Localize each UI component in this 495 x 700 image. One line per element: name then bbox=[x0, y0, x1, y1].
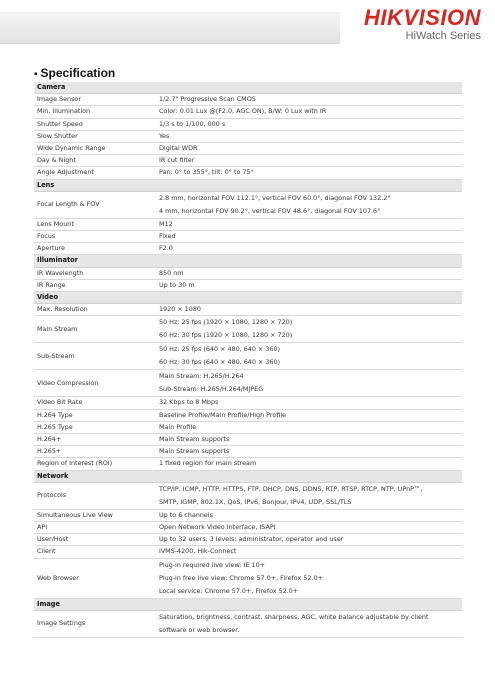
spec-label: Aperture bbox=[34, 243, 156, 255]
spec-value-line: 2.8 mm, horizontal FOV 112.1°, vertical FOV 60.0°, diagonal FOV 132.2° bbox=[159, 193, 391, 202]
spec-value-line: Plug-in required live view: IE 10+ bbox=[159, 560, 265, 569]
spec-value bbox=[156, 446, 462, 458]
spec-value-line: Up to 32 users. 3 levels: administrator, operator and user bbox=[159, 535, 344, 544]
spec-label: Min. Illumination bbox=[34, 106, 156, 118]
spec-value bbox=[156, 534, 462, 546]
spec-value bbox=[156, 106, 462, 118]
spec-value bbox=[156, 316, 462, 343]
spec-value bbox=[156, 458, 462, 470]
spec-value-line: IR cut filter bbox=[159, 156, 195, 165]
spec-value-line: Yes bbox=[159, 131, 170, 140]
spec-value-line: 50 Hz: 25 fps (1920 × 1080, 1280 × 720) bbox=[159, 318, 293, 327]
logo-series: HiWatch Series bbox=[405, 30, 481, 42]
spec-value bbox=[156, 167, 462, 179]
spec-value-line: M12 bbox=[159, 219, 173, 228]
spec-value bbox=[156, 370, 462, 397]
hikvision-logo bbox=[364, 6, 481, 42]
spec-label: Simultaneous Live View bbox=[34, 509, 156, 521]
spec-value bbox=[156, 522, 462, 534]
table-row bbox=[34, 279, 462, 291]
spec-label: Video Bit Rate bbox=[34, 397, 156, 409]
table-row bbox=[34, 546, 462, 558]
spec-value-line: 50 Hz: 25 fps (640 × 480, 640 × 360) bbox=[159, 345, 281, 354]
spec-value-line: Main Stream supports bbox=[159, 435, 230, 444]
spec-label: H.264 Type bbox=[34, 409, 156, 421]
spec-value bbox=[156, 155, 462, 167]
spec-value-line: Sub-Stream: H.265/H.264/MJPEG bbox=[159, 385, 264, 394]
spec-label: Focal Length & FOV bbox=[34, 191, 156, 218]
table-row bbox=[34, 316, 462, 343]
table-row bbox=[34, 231, 462, 243]
spec-value bbox=[156, 546, 462, 558]
spec-label: Main Stream bbox=[34, 316, 156, 343]
spec-value bbox=[156, 482, 462, 509]
page-header bbox=[0, 0, 495, 52]
table-row bbox=[34, 409, 462, 421]
spec-value-line: Pan: 0° to 355°, tilt: 0° to 75° bbox=[159, 168, 254, 177]
spec-value-line: 850 nm bbox=[159, 268, 184, 277]
spec-label: Focus bbox=[34, 231, 156, 243]
table-row bbox=[34, 267, 462, 279]
spec-label: H.265 Type bbox=[34, 421, 156, 433]
spec-value bbox=[156, 130, 462, 142]
table-row bbox=[34, 397, 462, 409]
spec-label: IR Range bbox=[34, 279, 156, 291]
spec-value bbox=[156, 421, 462, 433]
table-row bbox=[34, 304, 462, 316]
group-header-row bbox=[34, 179, 462, 191]
spec-value bbox=[156, 231, 462, 243]
spec-value-line: software or web browser. bbox=[159, 625, 240, 634]
table-row bbox=[34, 370, 462, 397]
spec-label: Image Sensor bbox=[34, 94, 156, 106]
table-row bbox=[34, 143, 462, 155]
section-title-text: Specification bbox=[40, 66, 116, 80]
spec-label: Web Browser bbox=[34, 558, 156, 598]
group-header: Video bbox=[34, 292, 462, 304]
spec-label: Shutter Speed bbox=[34, 118, 156, 130]
spec-label: Sub-Stream bbox=[34, 343, 156, 370]
spec-value-line: 1/2.7" Progressive Scan CMOS bbox=[159, 95, 256, 104]
table-row bbox=[34, 522, 462, 534]
spec-value-line: 1/3 s to 1/100, 000 s bbox=[159, 119, 226, 128]
spec-label: User/Host bbox=[34, 534, 156, 546]
spec-label: Video Compression bbox=[34, 370, 156, 397]
spec-value bbox=[156, 304, 462, 316]
spec-value-line: TCP/IP, ICMP, HTTP, HTTPS, FTP, DHCP, DNS, DDNS, RTP, RTSP, RTCP, NTP, UPnP™, bbox=[159, 484, 423, 493]
table-row bbox=[34, 558, 462, 598]
spec-value-line: iVMS-4200, Hik-Connect bbox=[159, 547, 237, 556]
spec-value bbox=[156, 409, 462, 421]
spec-value-line: Main Stream: H.265/H.264 bbox=[159, 372, 244, 381]
table-row bbox=[34, 421, 462, 433]
spec-value bbox=[156, 610, 462, 637]
spec-value bbox=[156, 94, 462, 106]
table-row bbox=[34, 94, 462, 106]
table-row bbox=[34, 434, 462, 446]
table-row bbox=[34, 118, 462, 130]
group-header-row bbox=[34, 470, 462, 482]
spec-value-line: 60 Hz: 30 fps (640 × 480, 640 × 360) bbox=[159, 358, 281, 367]
group-header-row bbox=[34, 292, 462, 304]
group-header: Network bbox=[34, 470, 462, 482]
spec-label: Day & Night bbox=[34, 155, 156, 167]
group-header: Illuminator bbox=[34, 255, 462, 267]
group-header-row bbox=[34, 82, 462, 94]
spec-label: Wide Dynamic Range bbox=[34, 143, 156, 155]
table-row bbox=[34, 191, 462, 218]
spec-value bbox=[156, 191, 462, 218]
spec-value-line: 32 Kbps to 8 Mbps bbox=[159, 398, 219, 407]
spec-label: Protocols bbox=[34, 482, 156, 509]
spec-value bbox=[156, 509, 462, 521]
spec-label: Image Settings bbox=[34, 610, 156, 637]
group-header: Image bbox=[34, 598, 462, 610]
spec-value-line: 1920 × 1080 bbox=[159, 305, 201, 314]
spec-label: H.264+ bbox=[34, 434, 156, 446]
spec-value bbox=[156, 343, 462, 370]
spec-value-line: Up to 30 m bbox=[159, 280, 195, 289]
spec-value-line: Digital WDR bbox=[159, 144, 198, 153]
spec-label: Lens Mount bbox=[34, 218, 156, 230]
spec-label: Angle Adjustment bbox=[34, 167, 156, 179]
spec-value bbox=[156, 434, 462, 446]
spec-value bbox=[156, 118, 462, 130]
spec-value bbox=[156, 267, 462, 279]
spec-label: Slow Shutter bbox=[34, 130, 156, 142]
spec-label: API bbox=[34, 522, 156, 534]
table-row bbox=[34, 482, 462, 509]
spec-value-line: Up to 6 channels bbox=[159, 510, 213, 519]
spec-value-line: Fixed bbox=[159, 232, 176, 241]
table-row bbox=[34, 610, 462, 637]
spec-value-line: 4 mm, horizontal FOV 90.2°, vertical FOV 48.6°, diagonal FOV 107.6° bbox=[159, 206, 381, 215]
spec-value-line: 1 fixed region for main stream bbox=[159, 459, 257, 468]
spec-value-line: Main Stream supports bbox=[159, 447, 230, 456]
group-header: Camera bbox=[34, 82, 462, 94]
table-row bbox=[34, 167, 462, 179]
spec-value bbox=[156, 558, 462, 598]
spec-value-line: F2.0 bbox=[159, 244, 173, 253]
group-header: Lens bbox=[34, 179, 462, 191]
group-header-row bbox=[34, 598, 462, 610]
spec-value-line: Baseline Profile/Main Profile/High Profile bbox=[159, 410, 287, 419]
spec-value-line: SMTP, IGMP, 802.1X, QoS, IPv6, Bonjour, IPv4, UDP, SSL/TLS bbox=[159, 497, 352, 506]
spec-label: H.265+ bbox=[34, 446, 156, 458]
spec-value-line: Local service: Chrome 57.0+, Firefox 52.0+ bbox=[159, 586, 299, 595]
header-band bbox=[0, 12, 340, 44]
section-title bbox=[34, 66, 115, 80]
spec-label: IR Wavelength bbox=[34, 267, 156, 279]
spec-label: Max. Resolution bbox=[34, 304, 156, 316]
spec-value-line: Saturation, brightness, contrast, sharpness, AGC, white balance adjustable by client bbox=[159, 612, 429, 621]
logo-brand: HIKVISION bbox=[364, 5, 481, 30]
table-row bbox=[34, 243, 462, 255]
table-row bbox=[34, 218, 462, 230]
spec-value bbox=[156, 143, 462, 155]
table-row bbox=[34, 534, 462, 546]
table-row bbox=[34, 343, 462, 370]
table-row bbox=[34, 458, 462, 470]
spec-label: Region of Interest (ROI) bbox=[34, 458, 156, 470]
table-row bbox=[34, 106, 462, 118]
table-row bbox=[34, 509, 462, 521]
spec-value bbox=[156, 397, 462, 409]
table-row bbox=[34, 446, 462, 458]
spec-value-line: Open Network Video Interface, ISAPI bbox=[159, 523, 276, 532]
spec-value-line: 60 Hz: 30 fps (1920 × 1080, 1280 × 720) bbox=[159, 331, 293, 340]
bullet-icon: ▪ bbox=[34, 69, 38, 80]
spec-value-line: Plug-in free live view: Chrome 57.0+, Firefox 52.0+ bbox=[159, 573, 323, 582]
group-header-row bbox=[34, 255, 462, 267]
table-row bbox=[34, 130, 462, 142]
table-row bbox=[34, 155, 462, 167]
spec-value bbox=[156, 279, 462, 291]
spec-label: Client bbox=[34, 546, 156, 558]
spec-value bbox=[156, 243, 462, 255]
spec-value bbox=[156, 218, 462, 230]
specification-table bbox=[34, 82, 462, 638]
spec-value-line: Main Profile bbox=[159, 422, 197, 431]
spec-value-line: Color: 0.01 Lux @(F2.0, AGC ON), B/W: 0 Lux with IR bbox=[159, 107, 327, 116]
